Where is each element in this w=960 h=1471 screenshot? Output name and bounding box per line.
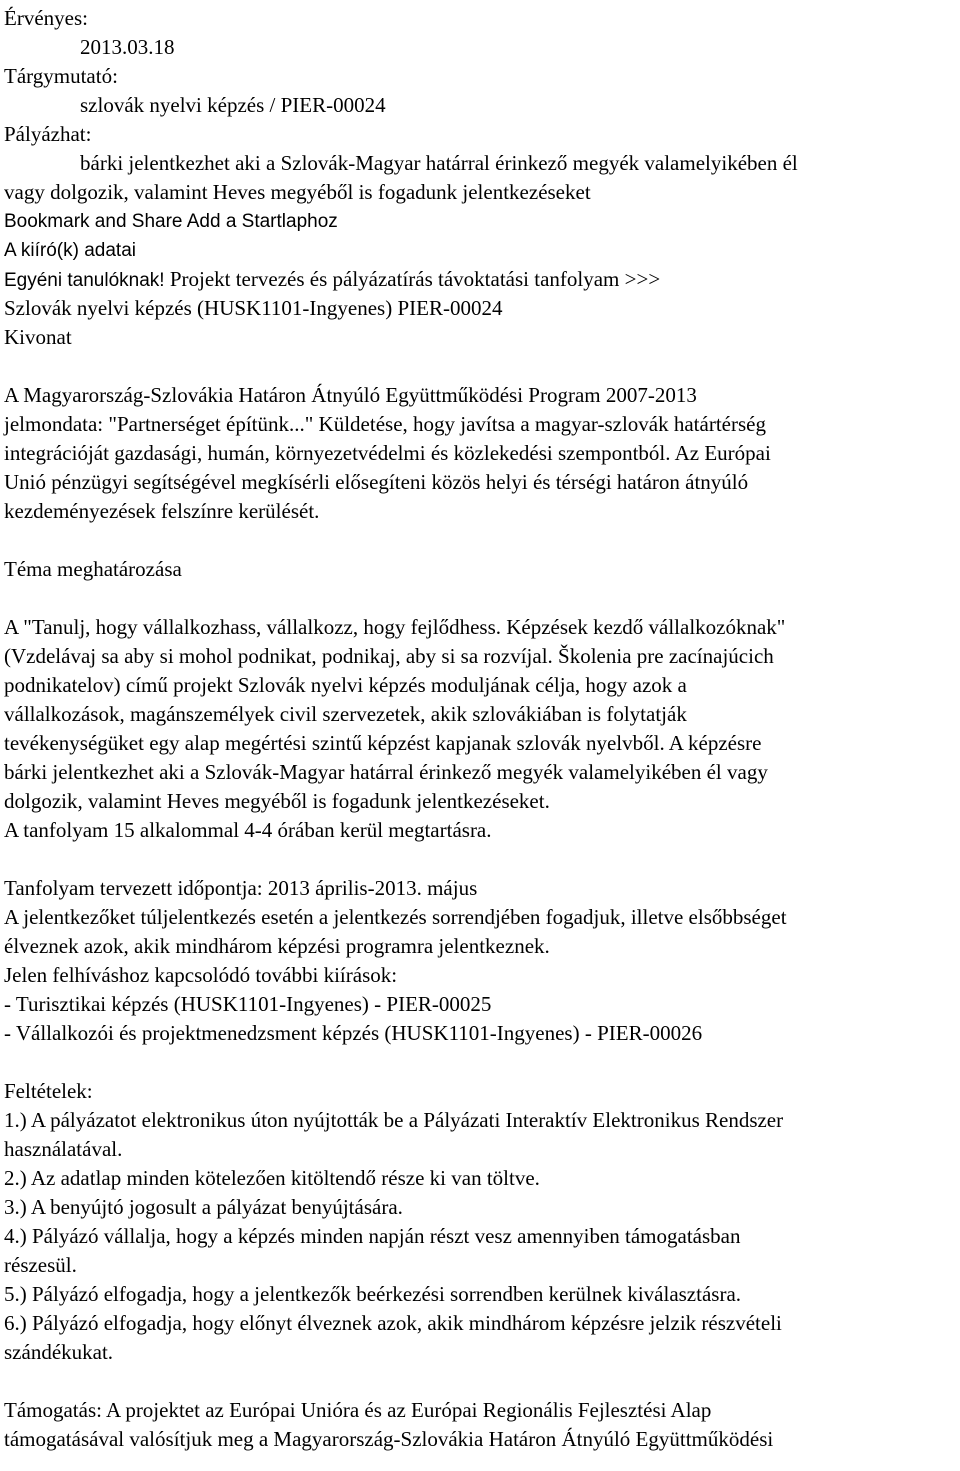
issuer-data-label: A kiíró(k) adatai <box>4 240 136 261</box>
summary-line: kezdeményezések felszínre kerülését. <box>4 499 320 523</box>
share-links <box>4 207 338 236</box>
topic-line: (Vzdelávaj sa aby si mohol podnikat, podnikaj, aby si sa rozvíjal. Školenia pre zacínajúcich <box>4 644 774 668</box>
bookmark-and-share-link[interactable]: Bookmark and Share <box>4 211 183 232</box>
topic-line: bárki jelentkezhet aki a Szlovák-Magyar határral érinkező megyék valamelyikében él vagy <box>4 760 768 784</box>
summary-line: jelmondata: "Partnerséget építünk..." Küldetése, hogy javítsa a magyar-szlovák határtérség <box>4 412 766 436</box>
condition-line: 4.) Pályázó vállalja, hogy a képzés minden napján részt vesz amennyiben támogatásban <box>4 1224 741 1248</box>
condition-line: 3.) A benyújtó jogosult a pályázat benyújtására. <box>4 1195 403 1219</box>
topic-heading: Téma meghatározása <box>4 557 182 581</box>
condition-line: 1.) A pályázatot elektronikus úton nyújtották be a Pályázati Interaktív Elektronikus Rendszer <box>4 1108 784 1132</box>
related-call-link[interactable]: - Vállalkozói és projektmenedzsment képzés (HUSK1101-Ingyenes) - PIER-00026 <box>4 1021 703 1045</box>
valid-date: 2013.03.18 <box>80 35 175 59</box>
course-link[interactable]: Projekt tervezés és pályázatírás távoktatási tanfolyam >>> <box>169 267 661 291</box>
summary-line: integrációját gazdasági, humán, környezetvédelmi és közlekedési szempontból. Az Európai <box>4 441 771 465</box>
individual-course-line <box>4 265 660 295</box>
topic-line: A tanfolyam 15 alkalommal 4-4 órában kerül megtartásra. <box>4 818 492 842</box>
subject-label: Tárgymutató: <box>4 64 118 88</box>
subject-value: szlovák nyelvi képzés / PIER-00024 <box>80 93 386 117</box>
schedule-line: Tanfolyam tervezett időpontja: 2013 április-2013. május <box>4 876 478 900</box>
schedule-line: élveznek azok, akik mindhárom képzési programra jelentkeznek. <box>4 934 550 958</box>
eligible-value-line-2: vagy dolgozik, valamint Heves megyéből is fogadunk jelentkezéseket <box>4 180 591 204</box>
summary-line: A Magyarország-Szlovákia Határon Átnyúló Együttműködési Program 2007-2013 <box>4 383 697 407</box>
summary-line: Unió pénzügyi segítségével megkísérli elősegíteni közös helyi és térségi határon átnyúló <box>4 470 749 494</box>
add-startpage-link[interactable]: Add a Startlaphoz <box>186 211 338 232</box>
schedule-line: Jelen felhíváshoz kapcsolódó további kiírások: <box>4 963 398 987</box>
topic-line: vállalkozások, magánszemélyek civil szervezetek, akik szlovákiában is folytatják <box>4 702 687 726</box>
related-call-link[interactable]: - Turisztikai képzés (HUSK1101-Ingyenes) - PIER-00025 <box>4 992 492 1016</box>
eligible-value-line-1: bárki jelentkezhet aki a Szlovák-Magyar határral érinkező megyék valamelyikében él <box>80 151 798 175</box>
condition-line: részesül. <box>4 1253 77 1277</box>
page-title: Szlovák nyelvi képzés (HUSK1101-Ingyenes) PIER-00024 <box>4 296 503 320</box>
individual-learners-label: Egyéni tanulóknak! <box>4 270 165 291</box>
topic-line: tevékenységüket egy alap megértési szintű képzést kapjanak szlovák nyelvből. A képzésre <box>4 731 762 755</box>
condition-line: használatával. <box>4 1137 123 1161</box>
conditions-heading: Feltételek: <box>4 1079 93 1103</box>
topic-line: dolgozik, valamint Heves megyéből is fogadunk jelentkezéseket. <box>4 789 550 813</box>
condition-line: 2.) Az adatlap minden kötelezően kitöltendő része ki van töltve. <box>4 1166 540 1190</box>
condition-line: szándékukat. <box>4 1340 114 1364</box>
valid-label: Érvényes: <box>4 6 88 30</box>
eligible-label: Pályázhat: <box>4 122 92 146</box>
support-line: támogatásával valósítjuk meg a Magyarország-Szlovákia Határon Átnyúló Együttműködési <box>4 1427 774 1451</box>
schedule-line: A jelentkezőket túljelentkezés esetén a jelentkezés sorrendjében fogadjuk, illetve elsőbbséget <box>4 905 787 929</box>
topic-line: A "Tanulj, hogy vállalkozhass, vállalkozz, hogy fejlődhess. Képzések kezdő vállalkozóknak" <box>4 615 786 639</box>
support-line: Támogatás: A projektet az Európai Unióra és az Európai Regionális Fejlesztési Alap <box>4 1398 712 1422</box>
topic-line: podnikatelov) című projekt Szlovák nyelvi képzés moduljának célja, hogy azok a <box>4 673 687 697</box>
condition-line: 5.) Pályázó elfogadja, hogy a jelentkezők beérkezési sorrendben kerülnek kiválasztásra. <box>4 1282 742 1306</box>
condition-line: 6.) Pályázó elfogadja, hogy előnyt élveznek azok, akik mindhárom képzésre jelzik részvételi <box>4 1311 782 1335</box>
summary-heading: Kivonat <box>4 325 72 349</box>
